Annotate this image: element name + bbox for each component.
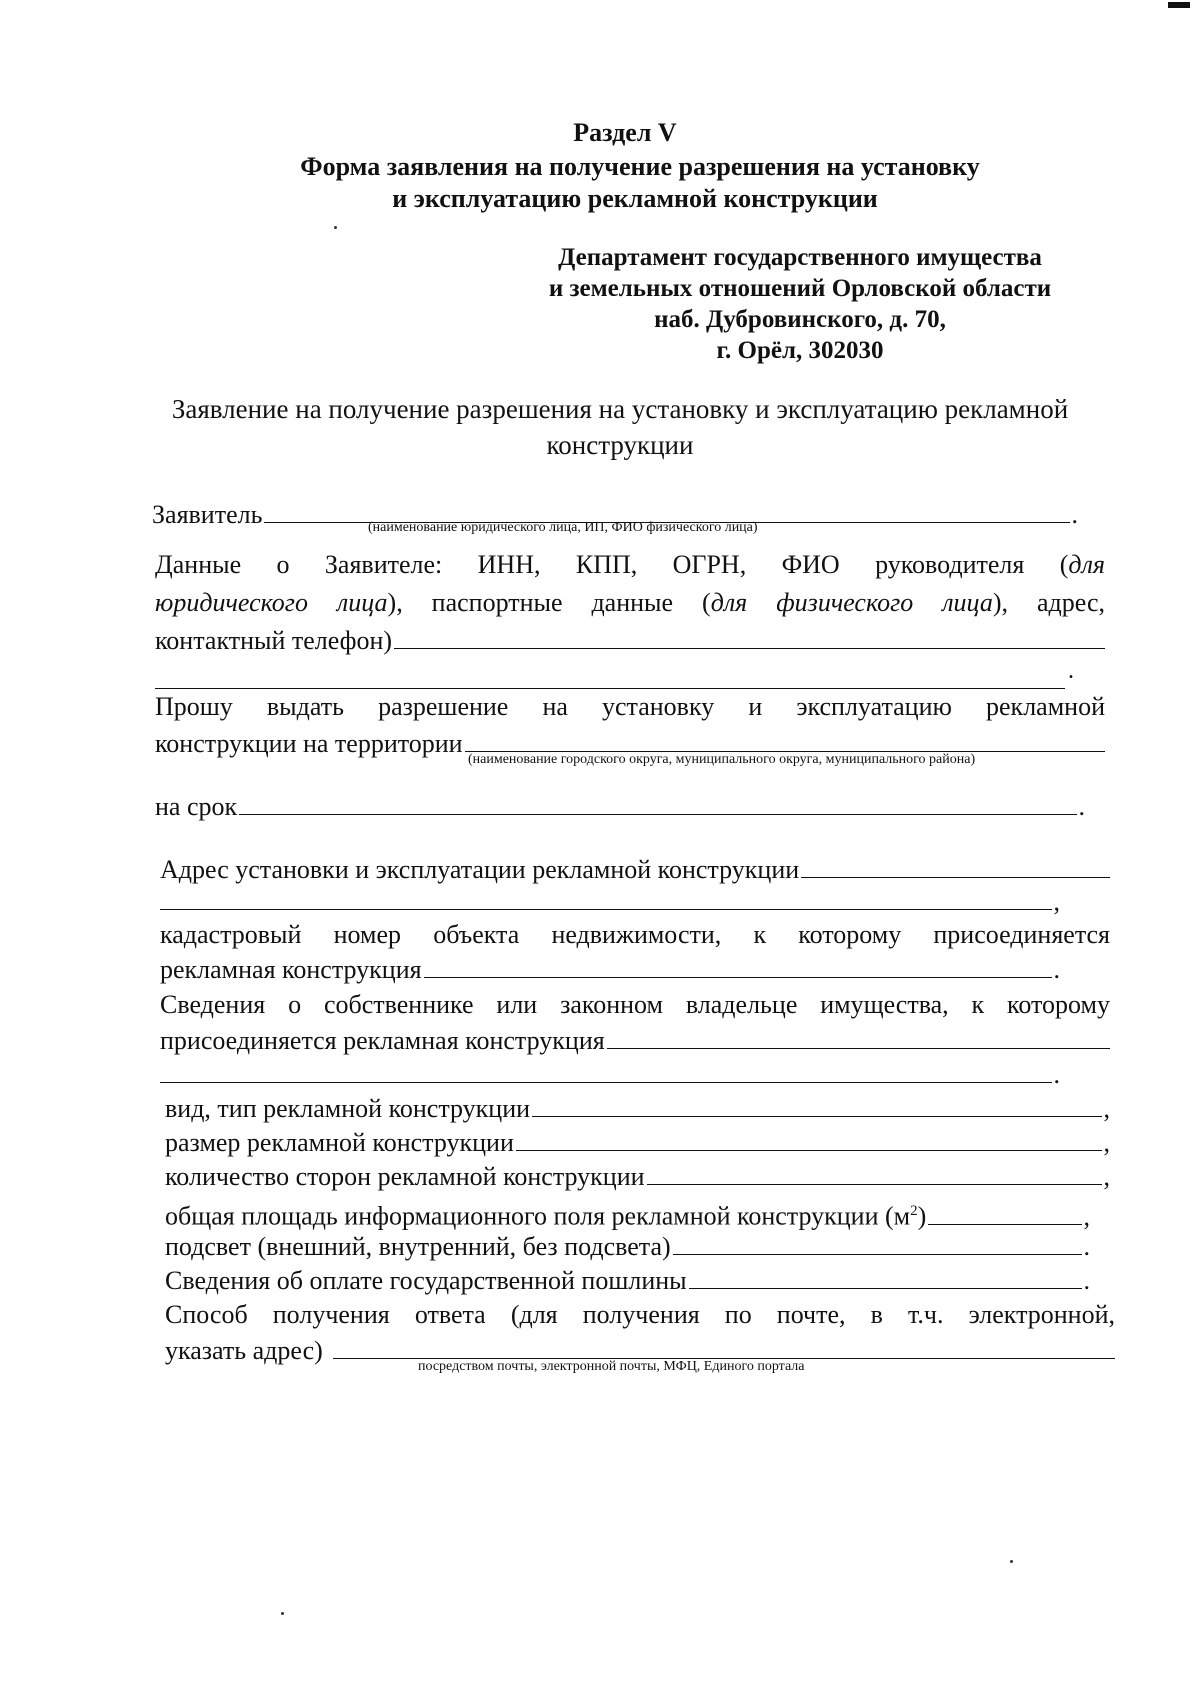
light-label: подсвет (внешний, внутренний, без подсвета) <box>165 1232 671 1261</box>
scan-speck <box>1010 1560 1013 1563</box>
address-comma: , <box>1053 887 1060 916</box>
cadastral-row <box>160 953 1060 987</box>
term-field[interactable] <box>239 792 1076 815</box>
contact-period: . <box>1068 658 1074 684</box>
sides-label: количество сторон рекламной конструкции <box>165 1162 645 1191</box>
owner-field[interactable] <box>607 1026 1110 1049</box>
contact-row <box>155 624 1105 658</box>
light-field[interactable] <box>673 1232 1082 1255</box>
area-close: ) <box>917 1201 927 1231</box>
fee-row <box>165 1264 1090 1298</box>
applicant-period: . <box>1071 500 1078 529</box>
area-field[interactable] <box>928 1202 1081 1225</box>
light-row <box>165 1230 1090 1264</box>
scan-speck <box>334 226 337 229</box>
application-title <box>140 391 1100 463</box>
address-field-2[interactable] <box>160 887 1052 910</box>
term-period: . <box>1078 792 1085 821</box>
response-line1: Способ получения ответа (для получения по почте, в т.ч. электронной, <box>165 1300 1115 1329</box>
data-line1-text: Данные о Заявителе: ИНН, КПП, ОГРН, ФИО руководителя ( <box>155 550 1069 579</box>
cadastral-label: рекламная конструкция <box>160 955 422 984</box>
application-title-line1: Заявление на получение разрешения на установку и эксплуатацию рекламной <box>171 394 1069 424</box>
addressee-line4: г. Орёл, 302030 <box>716 337 884 364</box>
response-hint: посредством почты, электронной почты, МФЦ, Единого портала <box>418 1359 805 1374</box>
form-title-line1: Форма заявления на получение разрешения на установку <box>300 152 980 181</box>
address-row <box>160 853 1110 887</box>
data-line2-text-d: ), адрес, <box>992 588 1105 617</box>
size-label: размер рекламной конструкции <box>165 1128 514 1157</box>
owner-period: . <box>1053 1060 1060 1089</box>
response-label: указать адрес) <box>165 1336 323 1365</box>
cadastral-field[interactable] <box>424 955 1052 978</box>
fee-field[interactable] <box>689 1266 1082 1289</box>
data-line2-text-b: ), паспортные данные ( <box>387 588 711 617</box>
area-label-text: общая площадь информационного поля рекламной конструкции (м <box>165 1201 911 1231</box>
cadastral-period: . <box>1053 955 1060 984</box>
area-label <box>165 1194 926 1234</box>
area-comma: , <box>1083 1201 1090 1231</box>
owner-field-2[interactable] <box>160 1060 1052 1083</box>
response-field[interactable] <box>333 1336 1115 1359</box>
fee-label: Сведения об оплате государственной пошлины <box>165 1266 687 1295</box>
type-field[interactable] <box>532 1094 1101 1117</box>
data-line1-italic: для <box>1068 550 1105 579</box>
type-label: вид, тип рекламной конструкции <box>165 1094 531 1123</box>
type-comma: , <box>1103 1094 1110 1123</box>
contact-field-2[interactable] <box>155 688 1065 689</box>
applicant-label: Заявитель <box>152 500 263 529</box>
territory-hint: (наименование городского округа, муниципального округа, муниципального района) <box>468 752 976 767</box>
addressee-line3: наб. Дубровинского, д. 70, <box>654 306 946 333</box>
data-line2-italic-a: юридического лица <box>155 588 388 617</box>
area-row <box>165 1194 1090 1234</box>
form-title-line2: и эксплуатацию рекламной конструкции <box>392 184 878 213</box>
applicant-data-line1 <box>155 548 1105 582</box>
territory-label: конструкции на территории <box>155 729 463 758</box>
size-field[interactable] <box>516 1128 1102 1151</box>
addressee-block <box>520 242 1080 366</box>
area-sup: 2 <box>910 1203 918 1219</box>
size-row <box>165 1126 1110 1160</box>
cadastral-line1: кадастровый номер объекта недвижимости, к которому присоединяется <box>160 920 1110 949</box>
owner-label: присоединяется рекламная конструкция <box>160 1026 605 1055</box>
term-row <box>155 790 1085 824</box>
addressee-line1: Департамент государственного имущества <box>558 244 1042 271</box>
applicant-hint: (наименование юридического лица, ИП, ФИО физического лица) <box>368 520 758 535</box>
data-line2-italic-c: для физического лица <box>710 588 993 617</box>
light-period: . <box>1083 1232 1090 1261</box>
scan-mark <box>1168 2 1190 8</box>
type-row <box>165 1092 1110 1126</box>
contact-field[interactable] <box>394 626 1105 649</box>
sides-field[interactable] <box>647 1162 1102 1185</box>
sides-comma: , <box>1103 1162 1110 1191</box>
contact-label: контактный телефон) <box>155 626 393 655</box>
application-title-line2: конструкции <box>546 430 694 460</box>
territory-field[interactable] <box>465 729 1105 752</box>
address-field[interactable] <box>801 855 1110 878</box>
sides-row <box>165 1160 1110 1194</box>
fee-period: . <box>1083 1266 1090 1295</box>
address-row-2 <box>160 885 1060 919</box>
owner-row-2 <box>160 1058 1060 1092</box>
addressee-line2: и земельных отношений Орловской области <box>548 275 1052 302</box>
request-line1: Прошу выдать разрешение на установку и эксплуатацию рекламной <box>155 692 1105 721</box>
owner-line1: Сведения о собственнике или законном владельце имущества, к которому <box>160 990 1110 1019</box>
term-label: на срок <box>155 792 238 821</box>
applicant-data-line2 <box>155 586 1105 620</box>
section-heading: Раздел V <box>573 118 677 147</box>
owner-row <box>160 1024 1110 1058</box>
size-comma: , <box>1103 1128 1110 1157</box>
scan-speck <box>281 1612 284 1615</box>
address-label: Адрес установки и эксплуатации рекламной конструкции <box>160 855 800 884</box>
